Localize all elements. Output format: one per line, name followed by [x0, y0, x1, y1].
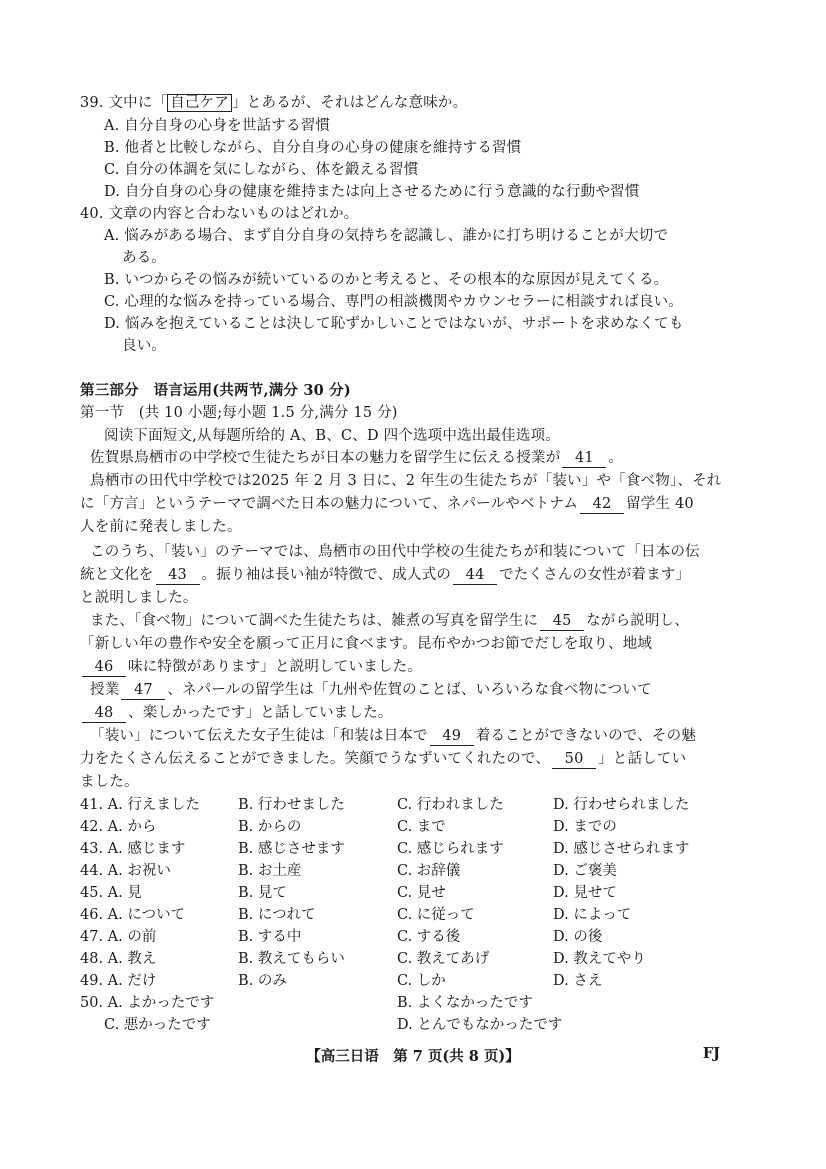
passage-p2-line1: このうち、「装い」のテーマでは、鳥栖市の田代中学校の生徒たちが和装について「日本の伝: [90, 544, 700, 560]
choice-46-a: 46. A. について: [80, 907, 186, 923]
blank-43: 43: [156, 566, 200, 585]
q39-stem-post: 」とあるが、それはどんな意味か。: [232, 95, 468, 111]
choice-48-c: C. 教えてあげ: [397, 951, 490, 967]
choice-41-b: B. 行わせました: [238, 797, 345, 813]
blank-50: 50: [552, 750, 596, 769]
choice-41-c: C. 行われました: [397, 797, 504, 813]
choice-45-a: 45. A. 見: [80, 885, 142, 901]
blank-49: 49: [430, 727, 474, 746]
choice-43-b: B. 感じさせます: [238, 841, 345, 857]
blank-47: 47: [121, 681, 165, 700]
choice-46-c: C. に従って: [397, 907, 475, 923]
choice-49-c: C. しか: [397, 973, 446, 989]
blank-42: 42: [580, 495, 624, 514]
blank-48: 48: [82, 704, 126, 723]
choice-47-c: C. する後: [397, 929, 461, 945]
passage-p2-line3: と説明しました。: [80, 590, 198, 606]
blank-41: 41: [562, 449, 606, 468]
passage-p2-line2: 統と文化を 43 。振り袖は長い袖が特徴で、成人式の 44 でたくさんの女性が着ます」: [80, 567, 691, 583]
choice-47-d: D. の後: [553, 929, 603, 945]
passage-p1-line3: 人を前に発表しました。: [80, 519, 242, 535]
q40-option-d-line2: 良い。: [122, 338, 167, 354]
q39-option-c: C. 自分の体調を気にしながら、体を鍛える習慣: [104, 162, 419, 178]
choice-44-d: D. ご褒美: [553, 863, 617, 879]
choice-46-b: B. につれて: [238, 907, 316, 923]
choice-50-d: D. とんでもなかったです: [397, 1017, 563, 1033]
passage-p3-line2: 「新しい年の豊作や安全を願って正月に食べます。昆布やかつお節でだしを取り、地域: [80, 636, 653, 652]
choice-41-d: D. 行わせられました: [553, 797, 690, 813]
blank-46: 46: [82, 658, 126, 677]
choice-44-b: B. お土産: [238, 863, 302, 879]
choice-42-b: B. からの: [238, 819, 302, 835]
choice-42-c: C. まで: [397, 819, 446, 835]
choice-47-a: 47. A. の前: [80, 929, 157, 945]
choice-43-c: C. 感じられます: [397, 841, 504, 857]
section3-part1: 第一节 (共 10 小题;每小题 1.5 分,满分 15 分): [80, 405, 398, 421]
passage-p4-line2: 48 、楽しかったです」と話していました。: [80, 702, 393, 724]
choice-43-a: 43. A. 感じます: [80, 841, 186, 857]
q39-option-b: B. 他者と比較しながら、自分自身の心身の健康を維持する習慣: [104, 140, 522, 156]
choice-49-b: B. のみ: [238, 973, 287, 989]
q40-option-a-line1: A. 悩みがある場合、まず自分自身の気持ちを認識し、誰かに打ち明けることが大切で: [104, 228, 669, 244]
passage-p1-line2: に「方言」というテーマで調べた日本の魅力について、ネパールやベトナム 42 留学生 40: [80, 496, 694, 512]
passage-title: 佐賀県鳥栖市の中学校で生徒たちが日本の魅力を留学生に伝える授業が 41 。: [90, 450, 624, 466]
choice-46-d: D. によって: [553, 907, 632, 923]
choice-50-c: C. 悪かったです: [104, 1017, 211, 1033]
section3-instruction: 阅读下面短文,从每题所给的 A、B、C、D 四个选项中选出最佳选项。: [104, 428, 560, 444]
choice-47-b: B. する中: [238, 929, 302, 945]
q39-boxed-term: 自己ケア: [167, 94, 232, 112]
q39-stem: [80, 92, 467, 114]
choice-50-b: B. よくなかったです: [397, 995, 533, 1011]
q39-stem-pre: 39. 文中に「: [80, 95, 168, 111]
choice-45-c: C. 見せ: [397, 885, 446, 901]
choice-49-a: 49. A. だけ: [80, 973, 157, 989]
passage-p1-line1: 鳥栖市の田代中学校では2025 年 2 月 3 日に、2 年生の生徒たちが「装い」や「食べ物」、それ: [90, 473, 722, 489]
q40-option-d-line1: D. 悩みを抱えていることは決して恥ずかしいことではないが、サポートを求めなくても: [104, 316, 684, 332]
q40-option-a-line2: ある。: [122, 250, 167, 266]
passage-p5-line3: ました。: [80, 774, 139, 790]
choice-42-d: D. までの: [553, 819, 617, 835]
blank-45: 45: [540, 612, 584, 631]
choice-41-a: 41. A. 行えました: [80, 797, 200, 813]
choice-48-b: B. 教えてもらい: [238, 951, 345, 967]
choice-49-d: D. さえ: [553, 973, 603, 989]
passage-p3-line3: 46 味に特徴があります」と説明していました。: [80, 656, 422, 678]
q40-option-c: C. 心理的な悩みを持っている場合、専門の相談機関やカウンセラーに相談すれば良い。: [104, 294, 683, 310]
footer-page-info: 【高三日语 第 7 页(共 8 页)】: [306, 1048, 520, 1065]
q40-stem: 40. 文章の内容と合わないものはどれか。: [80, 206, 359, 222]
q40-option-b: B. いつからその悩みが続いているのかと考えると、その根本的な原因が見えてくる。: [104, 272, 669, 288]
blank-44: 44: [453, 566, 497, 585]
choice-48-a: 48. A. 教え: [80, 951, 157, 967]
choice-43-d: D. 感じさせられます: [553, 841, 690, 857]
choice-48-d: D. 教えてやり: [553, 951, 646, 967]
choice-44-a: 44. A. お祝い: [80, 863, 171, 879]
choice-50-a: 50. A. よかったです: [80, 995, 215, 1011]
passage-p4-line1: 授業 47 、ネパールの留学生は「九州や佐賀のことば、いろいろな食べ物について: [90, 682, 652, 698]
choice-44-c: C. お辞儀: [397, 863, 461, 879]
section3-title: 第三部分 语言运用(共两节,满分 30 分): [80, 382, 351, 399]
footer-code: FJ: [702, 1045, 720, 1062]
choice-42-a: 42. A. から: [80, 819, 157, 835]
q39-option-a: A. 自分自身の心身を世話する習慣: [104, 118, 331, 134]
passage-p5-line2: 力をたくさん伝えることができました。笑顔でうなずいてくれたので、 50 」と話してい: [80, 751, 687, 767]
passage-p3-line1: また、「食べ物」について調べた生徒たちは、雑煮の写真を留学生に 45 ながら説明し、: [90, 613, 690, 629]
choice-45-d: D. 見せて: [553, 885, 617, 901]
passage-p5-line1: 「装い」について伝えた女子生徒は「和装は日本で 49 着ることができないので、その魅: [90, 728, 697, 744]
choice-45-b: B. 見て: [238, 885, 287, 901]
q39-option-d: D. 自分自身の心身の健康を維持または向上させるために行う意識的な行動や習慣: [104, 184, 640, 200]
